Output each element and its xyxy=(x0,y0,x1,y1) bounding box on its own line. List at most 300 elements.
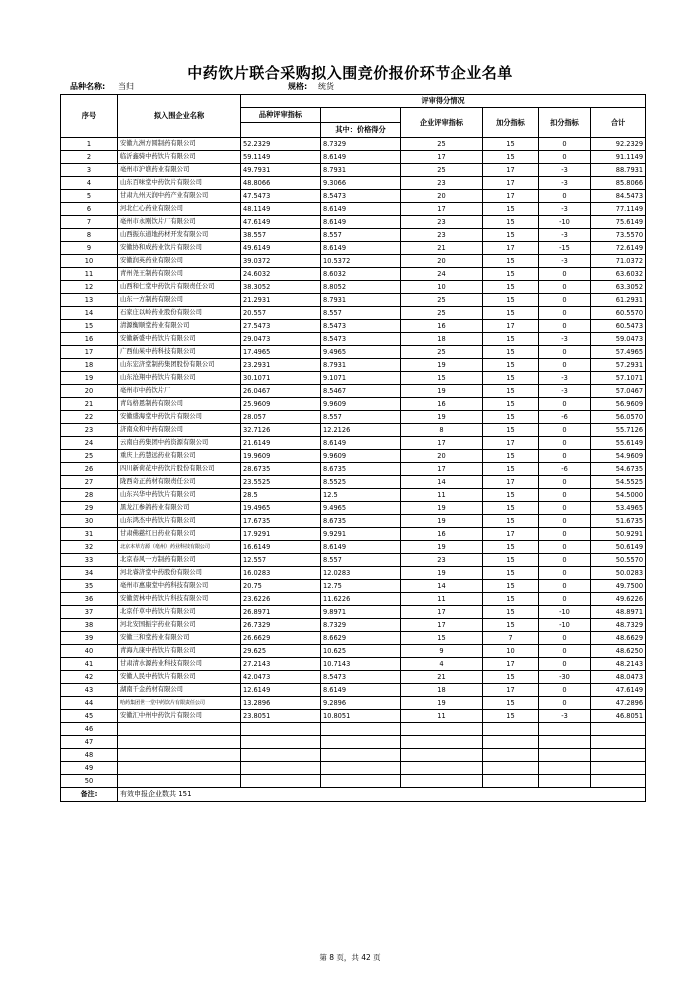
table-row xyxy=(61,541,646,554)
cell-variety-score: 27.2143 xyxy=(241,658,321,671)
cell-deduction: 0 xyxy=(539,190,591,203)
cell-bonus: 15 xyxy=(483,710,539,723)
cell-no: 26 xyxy=(61,463,118,476)
cell-enterprise-score: 11 xyxy=(401,593,483,606)
cell-no: 36 xyxy=(61,593,118,606)
cell-variety-score: 49.6149 xyxy=(241,242,321,255)
cell-total: 54.5000 xyxy=(591,489,646,502)
cell-no: 31 xyxy=(61,528,118,541)
cell-deduction: 0 xyxy=(539,515,591,528)
cell-deduction: -6 xyxy=(539,411,591,424)
cell-no: 24 xyxy=(61,437,118,450)
cell-enterprise-score: 8 xyxy=(401,424,483,437)
header-variety-score: 品种评审指标 xyxy=(241,108,321,123)
cell-enterprise-score: 16 xyxy=(401,528,483,541)
cell-enterprise-score: 25 xyxy=(401,307,483,320)
cell-enterprise-score: 19 xyxy=(401,567,483,580)
cell-price-score: 8.6735 xyxy=(321,515,401,528)
cell-variety-score: 29.625 xyxy=(241,645,321,658)
cell-total: 75.6149 xyxy=(591,216,646,229)
cell-company: 安徽新盛中药饮片有限公司 xyxy=(118,333,241,346)
cell-deduction: -10 xyxy=(539,619,591,632)
cell-bonus: 15 xyxy=(483,359,539,372)
cell-price-score: 8.557 xyxy=(321,554,401,567)
cell-enterprise-score xyxy=(401,736,483,749)
cell-no: 8 xyxy=(61,229,118,242)
cell-total: 57.4965 xyxy=(591,346,646,359)
cell-enterprise-score: 25 xyxy=(401,294,483,307)
cell-no: 11 xyxy=(61,268,118,281)
cell-no: 16 xyxy=(61,333,118,346)
cell-deduction: 0 xyxy=(539,528,591,541)
variety-label: 品种名称: xyxy=(70,82,106,91)
table-row xyxy=(61,398,646,411)
cell-total: 54.5525 xyxy=(591,476,646,489)
cell-bonus: 15 xyxy=(483,346,539,359)
cell-variety-score: 20.75 xyxy=(241,580,321,593)
cell-bonus: 15 xyxy=(483,138,539,151)
cell-bonus: 15 xyxy=(483,463,539,476)
cell-no: 7 xyxy=(61,216,118,229)
cell-variety-score: 21.6149 xyxy=(241,437,321,450)
cell-variety-score: 13.2896 xyxy=(241,697,321,710)
cell-company: 石家庄以岭药业股份有限公司 xyxy=(118,307,241,320)
cell-company: 亳州市永刚饮片厂有限公司 xyxy=(118,216,241,229)
company-score-table xyxy=(60,94,646,802)
spec-value: 统货 xyxy=(318,82,334,91)
cell-deduction: 0 xyxy=(539,424,591,437)
cell-price-score: 8.5473 xyxy=(321,671,401,684)
cell-variety-score: 32.7126 xyxy=(241,424,321,437)
cell-variety-score: 28.5 xyxy=(241,489,321,502)
cell-deduction: 0 xyxy=(539,307,591,320)
cell-enterprise-score: 4 xyxy=(401,658,483,671)
cell-total: 54.9609 xyxy=(591,450,646,463)
cell-deduction xyxy=(539,723,591,736)
cell-company: 安徽贺林中药饮片科技有限公司 xyxy=(118,593,241,606)
cell-total: 60.5473 xyxy=(591,320,646,333)
cell-variety-score: 26.8971 xyxy=(241,606,321,619)
cell-price-score: 9.9609 xyxy=(321,398,401,411)
cell-deduction: -10 xyxy=(539,606,591,619)
cell-deduction: 0 xyxy=(539,554,591,567)
cell-total: 61.2931 xyxy=(591,294,646,307)
cell-bonus: 15 xyxy=(483,411,539,424)
cell-bonus: 15 xyxy=(483,281,539,294)
cell-deduction: -3 xyxy=(539,203,591,216)
cell-price-score: 8.5473 xyxy=(321,190,401,203)
document-title: 中药饮片联合采购拟入围竞价报价环节企业名单 xyxy=(187,64,513,82)
cell-enterprise-score: 14 xyxy=(401,580,483,593)
cell-deduction: 0 xyxy=(539,281,591,294)
cell-no: 13 xyxy=(61,294,118,307)
cell-bonus: 15 xyxy=(483,606,539,619)
table-row xyxy=(61,593,646,606)
cell-deduction: 0 xyxy=(539,151,591,164)
cell-variety-score: 23.5525 xyxy=(241,476,321,489)
table-row xyxy=(61,177,646,190)
cell-bonus: 15 xyxy=(483,268,539,281)
cell-no: 34 xyxy=(61,567,118,580)
cell-company: 河北睿济堂中药股份有限公司 xyxy=(118,567,241,580)
cell-enterprise-score: 15 xyxy=(401,372,483,385)
cell-no: 48 xyxy=(61,749,118,762)
cell-no: 21 xyxy=(61,398,118,411)
cell-company xyxy=(118,762,241,775)
cell-price-score: 8.8052 xyxy=(321,281,401,294)
cell-bonus: 17 xyxy=(483,684,539,697)
cell-bonus: 15 xyxy=(483,541,539,554)
cell-price-score: 12.5 xyxy=(321,489,401,502)
cell-variety-score: 27.5473 xyxy=(241,320,321,333)
cell-bonus: 15 xyxy=(483,554,539,567)
cell-variety-score: 16.6149 xyxy=(241,541,321,554)
cell-total: 48.2143 xyxy=(591,658,646,671)
cell-bonus xyxy=(483,762,539,775)
cell-total xyxy=(591,749,646,762)
cell-enterprise-score: 21 xyxy=(401,242,483,255)
cell-deduction: -3 xyxy=(539,385,591,398)
cell-deduction xyxy=(539,736,591,749)
cell-total: 73.5570 xyxy=(591,229,646,242)
table-row xyxy=(61,476,646,489)
cell-enterprise-score: 17 xyxy=(401,463,483,476)
table-row xyxy=(61,762,646,775)
cell-bonus xyxy=(483,775,539,788)
cell-price-score xyxy=(321,749,401,762)
cell-total: 48.6629 xyxy=(591,632,646,645)
cell-no: 6 xyxy=(61,203,118,216)
cell-total: 55.6149 xyxy=(591,437,646,450)
cell-variety-score: 26.7329 xyxy=(241,619,321,632)
cell-bonus: 15 xyxy=(483,697,539,710)
cell-variety-score: 17.4965 xyxy=(241,346,321,359)
cell-no: 22 xyxy=(61,411,118,424)
meta-line xyxy=(60,81,645,94)
cell-variety-score: 59.1149 xyxy=(241,151,321,164)
cell-bonus: 17 xyxy=(483,177,539,190)
cell-no: 37 xyxy=(61,606,118,619)
cell-enterprise-score: 19 xyxy=(401,515,483,528)
cell-deduction: -6 xyxy=(539,463,591,476)
cell-total: 48.7329 xyxy=(591,619,646,632)
note-row xyxy=(61,788,646,802)
cell-deduction: 0 xyxy=(539,580,591,593)
cell-price-score xyxy=(321,775,401,788)
cell-no: 32 xyxy=(61,541,118,554)
cell-variety-score: 28.057 xyxy=(241,411,321,424)
cell-no: 19 xyxy=(61,372,118,385)
cell-company: 陇西奇正药材有限责任公司 xyxy=(118,476,241,489)
cell-company: 亳州市惠康堂中药科技有限公司 xyxy=(118,580,241,593)
cell-price-score xyxy=(321,736,401,749)
header-enterprise-score: 企业评审指标 xyxy=(401,108,483,138)
table-body xyxy=(61,138,646,788)
cell-enterprise-score: 10 xyxy=(401,281,483,294)
table-row xyxy=(61,385,646,398)
cell-variety-score: 28.6735 xyxy=(241,463,321,476)
cell-no: 14 xyxy=(61,307,118,320)
cell-price-score: 10.5372 xyxy=(321,255,401,268)
cell-bonus: 15 xyxy=(483,593,539,606)
cell-company: 北京春风一方制药有限公司 xyxy=(118,554,241,567)
cell-deduction: -3 xyxy=(539,333,591,346)
cell-no: 43 xyxy=(61,684,118,697)
cell-enterprise-score: 19 xyxy=(401,385,483,398)
cell-variety-score xyxy=(241,723,321,736)
cell-company: 哈药集团世一堂中药饮片有限责任公司 xyxy=(118,697,241,710)
table-row xyxy=(61,333,646,346)
cell-variety-score: 12.6149 xyxy=(241,684,321,697)
cell-enterprise-score: 25 xyxy=(401,164,483,177)
cell-enterprise-score: 19 xyxy=(401,541,483,554)
cell-company: 安徽协和成药业饮片有限公司 xyxy=(118,242,241,255)
cell-price-score: 8.6149 xyxy=(321,203,401,216)
header-company: 拟入围企业名称 xyxy=(118,95,241,138)
cell-bonus: 17 xyxy=(483,164,539,177)
cell-company: 云南白药集团中药资源有限公司 xyxy=(118,437,241,450)
cell-deduction: 0 xyxy=(539,437,591,450)
cell-no: 30 xyxy=(61,515,118,528)
cell-enterprise-score: 24 xyxy=(401,268,483,281)
cell-bonus: 15 xyxy=(483,671,539,684)
cell-total xyxy=(591,736,646,749)
cell-variety-score: 38.557 xyxy=(241,229,321,242)
cell-deduction: -3 xyxy=(539,177,591,190)
table-row xyxy=(61,359,646,372)
cell-variety-score: 38.3052 xyxy=(241,281,321,294)
cell-company: 黑龙江参鸽药业有限公司 xyxy=(118,502,241,515)
cell-total xyxy=(591,723,646,736)
cell-deduction: 0 xyxy=(539,450,591,463)
cell-company: 山东宏济堂制药集团股份有限公司 xyxy=(118,359,241,372)
cell-enterprise-score: 23 xyxy=(401,554,483,567)
cell-no: 45 xyxy=(61,710,118,723)
cell-bonus: 15 xyxy=(483,203,539,216)
cell-total: 77.1149 xyxy=(591,203,646,216)
cell-bonus: 17 xyxy=(483,242,539,255)
cell-no: 35 xyxy=(61,580,118,593)
cell-enterprise-score: 17 xyxy=(401,619,483,632)
cell-variety-score: 42.0473 xyxy=(241,671,321,684)
cell-company: 临沂鑫骑中药饮片有限公司 xyxy=(118,151,241,164)
cell-enterprise-score: 17 xyxy=(401,151,483,164)
cell-company: 山东百味堂中药饮片有限公司 xyxy=(118,177,241,190)
cell-price-score: 10.7143 xyxy=(321,658,401,671)
header-deduction: 扣分指标 xyxy=(539,108,591,138)
cell-price-score: 8.6629 xyxy=(321,632,401,645)
cell-bonus: 17 xyxy=(483,190,539,203)
cell-no: 9 xyxy=(61,242,118,255)
cell-company xyxy=(118,723,241,736)
cell-no: 23 xyxy=(61,424,118,437)
cell-variety-score: 48.1149 xyxy=(241,203,321,216)
cell-deduction: -15 xyxy=(539,242,591,255)
cell-variety-score: 26.0467 xyxy=(241,385,321,398)
table-row xyxy=(61,411,646,424)
note-label: 备注: xyxy=(61,788,118,802)
cell-no: 4 xyxy=(61,177,118,190)
cell-bonus: 15 xyxy=(483,255,539,268)
cell-bonus: 15 xyxy=(483,372,539,385)
spec-label: 规格: xyxy=(288,82,308,91)
cell-enterprise-score: 19 xyxy=(401,411,483,424)
cell-deduction: 0 xyxy=(539,320,591,333)
cell-deduction: 0 xyxy=(539,268,591,281)
cell-price-score: 8.7931 xyxy=(321,359,401,372)
cell-deduction: -3 xyxy=(539,372,591,385)
cell-total: 59.0473 xyxy=(591,333,646,346)
cell-price-score: 8.5467 xyxy=(321,385,401,398)
cell-bonus: 17 xyxy=(483,528,539,541)
table-row xyxy=(61,697,646,710)
cell-price-score: 8.6032 xyxy=(321,268,401,281)
cell-bonus: 15 xyxy=(483,450,539,463)
table-row xyxy=(61,229,646,242)
cell-price-score: 10.8051 xyxy=(321,710,401,723)
table-row xyxy=(61,723,646,736)
cell-price-score: 9.9609 xyxy=(321,450,401,463)
cell-variety-score xyxy=(241,775,321,788)
cell-no: 10 xyxy=(61,255,118,268)
cell-bonus: 15 xyxy=(483,489,539,502)
cell-bonus: 15 xyxy=(483,216,539,229)
cell-company: 山东兴华中药饮片有限公司 xyxy=(118,489,241,502)
cell-no: 33 xyxy=(61,554,118,567)
cell-price-score: 8.6149 xyxy=(321,684,401,697)
cell-enterprise-score xyxy=(401,749,483,762)
cell-variety-score: 23.6226 xyxy=(241,593,321,606)
cell-price-score: 9.8971 xyxy=(321,606,401,619)
cell-company: 河北仁心药业有限公司 xyxy=(118,203,241,216)
cell-enterprise-score: 20 xyxy=(401,190,483,203)
cell-variety-score: 23.8051 xyxy=(241,710,321,723)
cell-price-score: 8.7931 xyxy=(321,294,401,307)
cell-variety-score: 29.0473 xyxy=(241,333,321,346)
cell-enterprise-score: 23 xyxy=(401,229,483,242)
table-row xyxy=(61,190,646,203)
cell-enterprise-score: 15 xyxy=(401,632,483,645)
cell-total: 56.0570 xyxy=(591,411,646,424)
cell-price-score: 9.2896 xyxy=(321,697,401,710)
cell-price-score: 9.9291 xyxy=(321,528,401,541)
table-row xyxy=(61,775,646,788)
cell-no: 27 xyxy=(61,476,118,489)
cell-company: 四川新荷花中药饮片股份有限公司 xyxy=(118,463,241,476)
cell-no: 49 xyxy=(61,762,118,775)
cell-total: 60.5570 xyxy=(591,307,646,320)
cell-no: 50 xyxy=(61,775,118,788)
cell-bonus: 15 xyxy=(483,333,539,346)
cell-price-score: 8.557 xyxy=(321,411,401,424)
cell-enterprise-score: 11 xyxy=(401,489,483,502)
cell-price-score: 9.4965 xyxy=(321,346,401,359)
header-review-group: 评审得分情况 xyxy=(241,95,646,108)
cell-variety-score: 12.557 xyxy=(241,554,321,567)
cell-enterprise-score: 16 xyxy=(401,320,483,333)
cell-bonus: 15 xyxy=(483,294,539,307)
table-row xyxy=(61,749,646,762)
cell-company: 广西仙茱中药科技有限公司 xyxy=(118,346,241,359)
cell-enterprise-score: 19 xyxy=(401,697,483,710)
cell-price-score: 9.3066 xyxy=(321,177,401,190)
cell-total: 50.5570 xyxy=(591,554,646,567)
cell-variety-score: 39.0372 xyxy=(241,255,321,268)
cell-deduction: -3 xyxy=(539,255,591,268)
table-row xyxy=(61,138,646,151)
cell-total: 48.6250 xyxy=(591,645,646,658)
cell-total: 48.0473 xyxy=(591,671,646,684)
cell-no: 28 xyxy=(61,489,118,502)
cell-enterprise-score: 17 xyxy=(401,203,483,216)
cell-total: 63.3052 xyxy=(591,281,646,294)
cell-deduction: 0 xyxy=(539,645,591,658)
cell-enterprise-score: 11 xyxy=(401,710,483,723)
cell-enterprise-score: 25 xyxy=(401,138,483,151)
cell-no: 42 xyxy=(61,671,118,684)
cell-company: 甘肃佛慈红日药业有限公司 xyxy=(118,528,241,541)
cell-company: 安徽汇中州中药饮片有限公司 xyxy=(118,710,241,723)
table-row xyxy=(61,606,646,619)
cell-variety-score: 16.0283 xyxy=(241,567,321,580)
cell-company: 山东鸿杰中药饮片有限公司 xyxy=(118,515,241,528)
header-total: 合计 xyxy=(591,108,646,138)
cell-no: 15 xyxy=(61,320,118,333)
cell-price-score: 8.6735 xyxy=(321,463,401,476)
table-row xyxy=(61,710,646,723)
cell-price-score: 8.7329 xyxy=(321,138,401,151)
cell-total: 56.9609 xyxy=(591,398,646,411)
cell-variety-score: 20.557 xyxy=(241,307,321,320)
cell-no: 1 xyxy=(61,138,118,151)
table-header xyxy=(61,95,646,138)
cell-deduction: 0 xyxy=(539,294,591,307)
cell-variety-score xyxy=(241,736,321,749)
cell-no: 38 xyxy=(61,619,118,632)
cell-enterprise-score: 19 xyxy=(401,359,483,372)
cell-bonus xyxy=(483,723,539,736)
cell-total: 91.1149 xyxy=(591,151,646,164)
cell-price-score: 8.5525 xyxy=(321,476,401,489)
cell-company: 青岛格恩制药有限公司 xyxy=(118,398,241,411)
cell-enterprise-score: 20 xyxy=(401,255,483,268)
cell-no: 20 xyxy=(61,385,118,398)
cell-variety-score: 48.8066 xyxy=(241,177,321,190)
cell-deduction: -3 xyxy=(539,164,591,177)
cell-company: 安徽润英药业有限公司 xyxy=(118,255,241,268)
cell-total: 53.4965 xyxy=(591,502,646,515)
cell-price-score: 8.6149 xyxy=(321,541,401,554)
table-row xyxy=(61,567,646,580)
cell-variety-score: 17.6735 xyxy=(241,515,321,528)
cell-total: 47.2896 xyxy=(591,697,646,710)
cell-bonus: 17 xyxy=(483,320,539,333)
cell-enterprise-score xyxy=(401,723,483,736)
cell-enterprise-score: 23 xyxy=(401,216,483,229)
cell-variety-score: 47.6149 xyxy=(241,216,321,229)
table-row xyxy=(61,268,646,281)
cell-enterprise-score: 23 xyxy=(401,177,483,190)
cell-bonus: 15 xyxy=(483,567,539,580)
table-row xyxy=(61,450,646,463)
cell-deduction: -30 xyxy=(539,671,591,684)
cell-no: 17 xyxy=(61,346,118,359)
cell-price-score: 8.557 xyxy=(321,307,401,320)
cell-no: 29 xyxy=(61,502,118,515)
cell-variety-score xyxy=(241,749,321,762)
cell-company: 山东一方制药有限公司 xyxy=(118,294,241,307)
cell-no: 44 xyxy=(61,697,118,710)
